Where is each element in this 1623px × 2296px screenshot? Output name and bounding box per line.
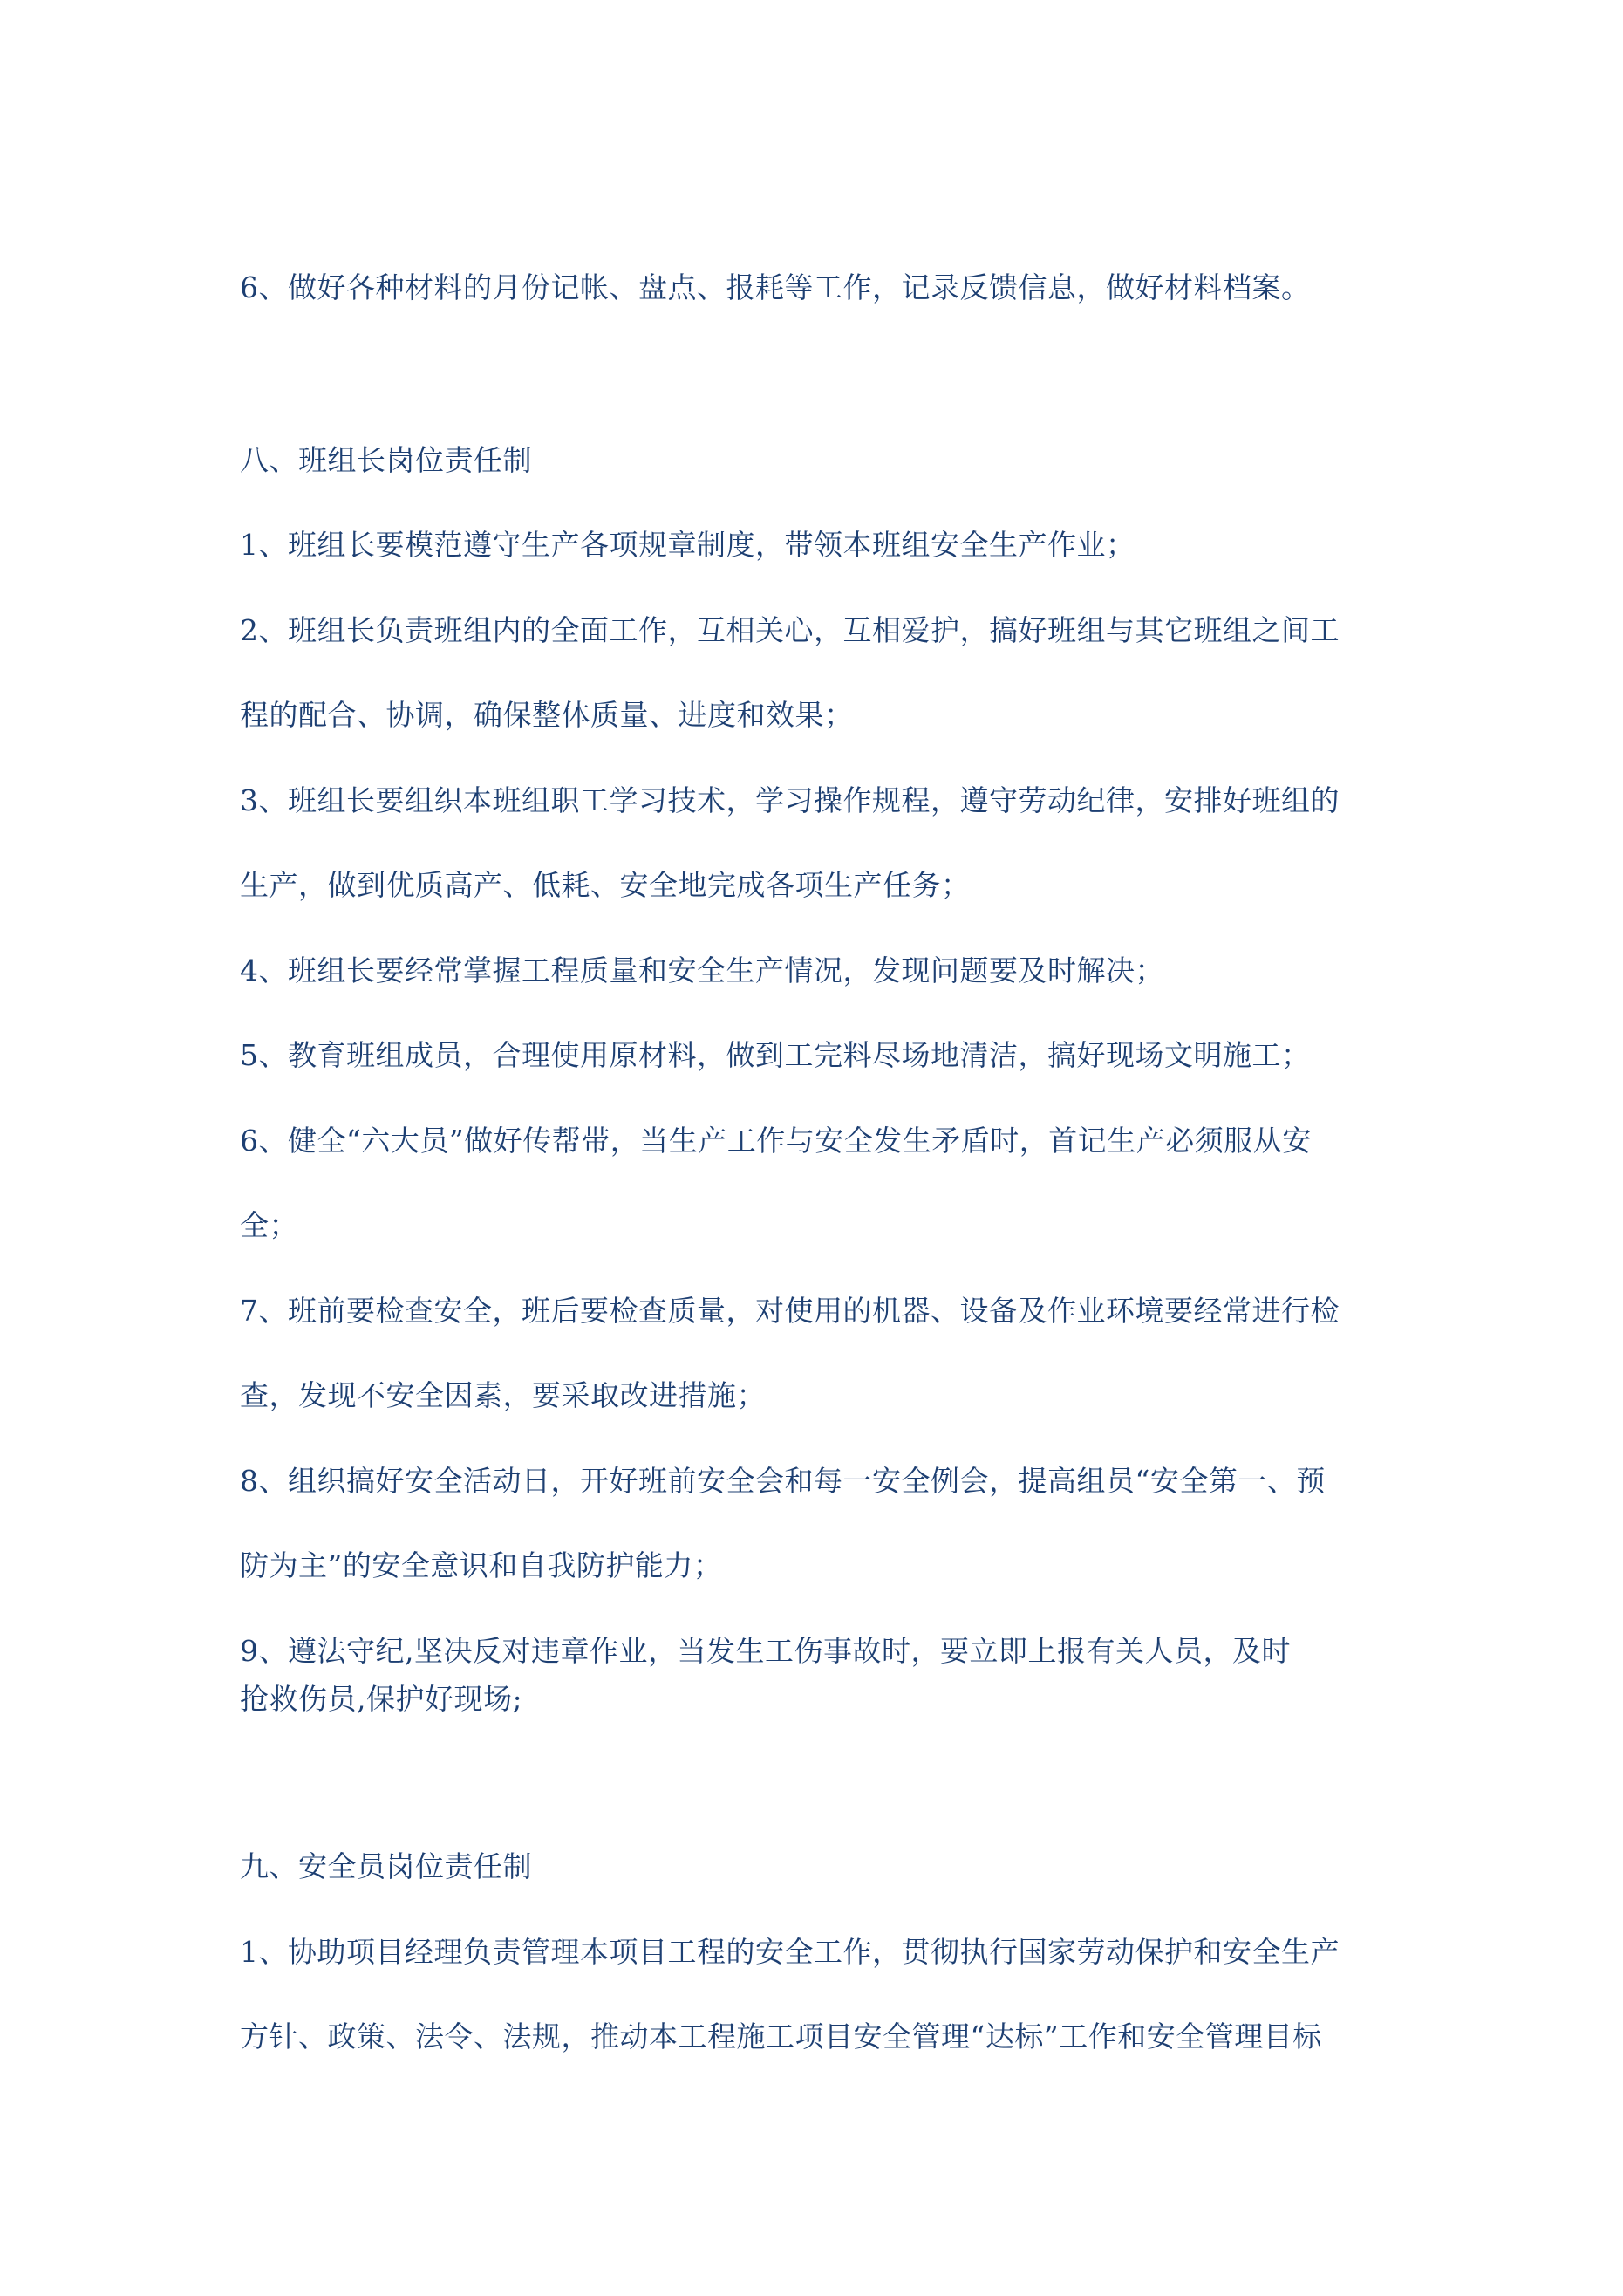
item-3-line-2: 生产，做到优质高产、低耗、安全地完成各项生产任务；: [240, 868, 971, 902]
safety-item-1-line-2: 方针、政策、法令、法规，推动本工程施工项目安全管理“达标”工作和安全管理目标: [240, 2019, 1322, 2053]
item-2-line-2: 程的配合、协调，确保整体质量、进度和效果；: [240, 698, 854, 732]
item-3-line-1: 3、班组长要组织本班组职工学习技术，学习操作规程，遵守劳动纪律，安排好班组的: [240, 783, 1340, 817]
section-heading-8: 八、班组长岗位责任制: [240, 443, 532, 477]
item-8-line-2: 防为主”的安全意识和自我防护能力；: [240, 1548, 723, 1582]
section-heading-9: 九、安全员岗位责任制: [240, 1849, 532, 1883]
item-6-materials: 6、做好各种材料的月份记帐、盘点、报耗等工作，记录反馈信息，做好材料档案。: [240, 270, 1311, 304]
item-7-line-1: 7、班前要检查安全，班后要检查质量，对使用的机器、设备及作业环境要经常进行检: [240, 1294, 1340, 1328]
item-6-line-1: 6、健全“六大员”做好传帮带，当生产工作与安全发生矛盾时，首记生产必须服从安: [240, 1124, 1312, 1158]
item-6-line-2: 全；: [240, 1208, 298, 1242]
item-7-line-2: 查，发现不安全因素，要采取改进措施；: [240, 1378, 766, 1412]
item-2-line-1: 2、班组长负责班组内的全面工作，互相关心，互相爱护，搞好班组与其它班组之间工: [240, 613, 1340, 647]
item-4: 4、班组长要经常掌握工程质量和安全生产情况，发现问题要及时解决；: [240, 953, 1164, 987]
item-8-line-1: 8、组织搞好安全活动日，开好班前安全会和每一安全例会，提高组员“安全第一、预: [240, 1464, 1326, 1498]
item-9-line-1: 9、遵法守纪,坚决反对违章作业，当发生工伤事故时，要立即上报有关人员，及时: [240, 1634, 1291, 1668]
item-9-line-2: 抢救伤员,保护好现场;: [240, 1682, 523, 1716]
safety-item-1-line-1: 1、协助项目经理负责管理本项目工程的安全工作，贯彻执行国家劳动保护和安全生产: [240, 1935, 1340, 1969]
item-5: 5、教育班组成员，合理使用原材料，做到工完料尽场地清洁，搞好现场文明施工；: [240, 1038, 1311, 1072]
item-1: 1、班组长要模范遵守生产各项规章制度，带领本班组安全生产作业；: [240, 528, 1135, 562]
